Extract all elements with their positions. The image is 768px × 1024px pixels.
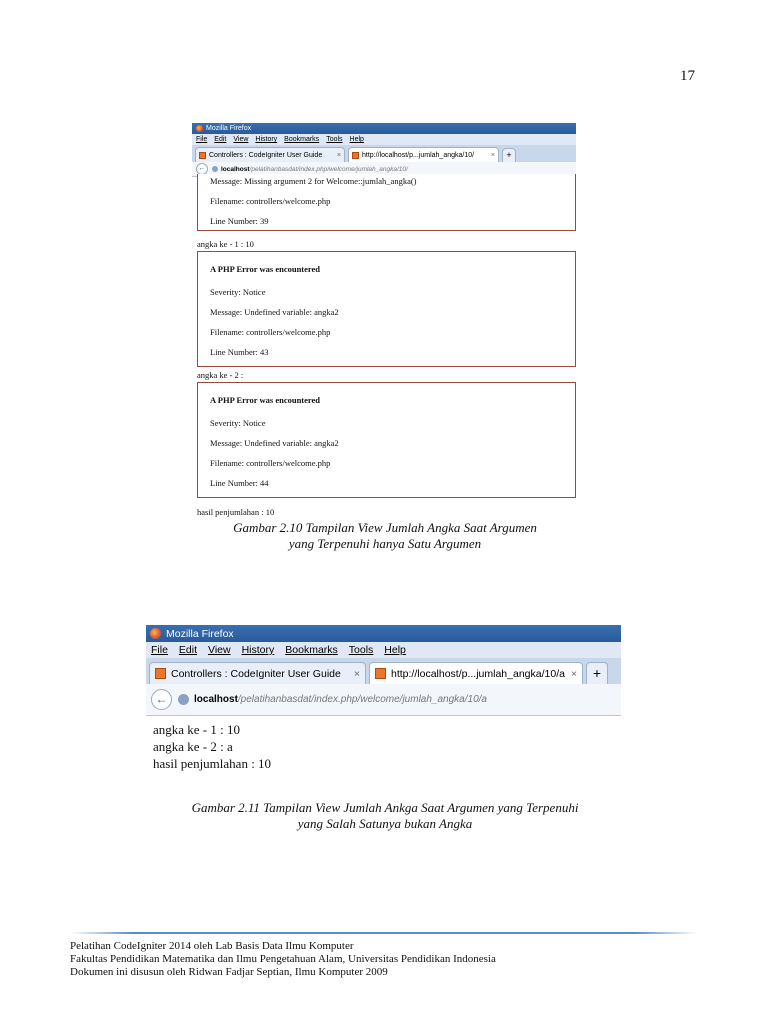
page-footer [70, 940, 496, 979]
error-severity: Severity: Notice [210, 287, 266, 297]
error-message: Message: Undefined variable: angka2 [210, 307, 339, 317]
angka-1-output: angka ke - 1 : 10 [197, 239, 254, 249]
globe-icon [212, 166, 218, 172]
angka-2-output: angka ke - 2 : [197, 370, 244, 380]
menu-bookmarks[interactable]: Bookmarks [285, 644, 338, 656]
footer-divider [70, 932, 698, 934]
menu-bar [192, 134, 576, 145]
php-error-box-2 [197, 251, 576, 367]
close-icon[interactable]: × [336, 151, 341, 159]
tab-label: http://localhost/p...jumlah_angka/10/ [362, 151, 475, 159]
menu-tools[interactable]: Tools [348, 644, 374, 656]
error-heading: A PHP Error was encountered [210, 395, 321, 405]
tab-label: Controllers : CodeIgniter User Guide [209, 151, 323, 159]
error-heading: A PHP Error was encountered [210, 264, 321, 274]
window-title: Mozilla Firefox [206, 125, 252, 132]
menu-file[interactable]: File [151, 644, 168, 656]
window-titlebar [146, 625, 621, 642]
tab-codeigniter-guide[interactable] [195, 147, 345, 162]
error-line-number: Line Number: 39 [210, 216, 269, 226]
page-output [153, 721, 271, 772]
error-line-number: Line Number: 44 [210, 478, 269, 488]
window-titlebar [192, 123, 576, 134]
tab-localhost[interactable] [369, 662, 583, 684]
menu-history[interactable]: History [241, 644, 275, 656]
firefox-logo-icon [196, 125, 203, 132]
tab-bar [192, 145, 576, 162]
navigation-bar [146, 684, 621, 716]
new-tab-button[interactable]: + [586, 662, 608, 684]
error-severity: Severity: Notice [210, 418, 266, 428]
menu-tools[interactable]: Tools [326, 136, 343, 143]
tab-label: http://localhost/p...jumlah_angka/10/a [391, 667, 565, 680]
angka-2-output: angka ke - 2 : a [153, 739, 233, 754]
angka-1-output: angka ke - 1 : 10 [153, 722, 241, 737]
footer-line: Pelatihan CodeIgniter 2014 oleh Lab Basis Data Ilmu Komputer [70, 940, 354, 952]
new-tab-button[interactable]: + [502, 148, 516, 162]
back-arrow-icon[interactable]: ← [151, 689, 172, 710]
error-filename: Filename: controllers/welcome.php [210, 196, 331, 206]
close-icon[interactable]: × [490, 151, 495, 159]
codeigniter-favicon-icon [352, 152, 359, 159]
error-filename: Filename: controllers/welcome.php [210, 458, 331, 468]
figure-caption-2-11: Gambar 2.11 Tampilan View Jumlah Ankga Saat Argumen yang Terpenuhi yang Salah Satunya bukan Angka [191, 800, 579, 831]
footer-line: Fakultas Pendidikan Matematika dan Ilmu Pengetahuan Alam, Universitas Pendidikan Indonesia [70, 953, 496, 965]
close-icon[interactable]: × [570, 667, 577, 680]
window-title: Mozilla Firefox [166, 627, 234, 640]
tab-localhost[interactable] [348, 147, 499, 162]
tab-bar [146, 658, 621, 684]
figure-caption-2-10: Gambar 2.10 Tampilan View Jumlah Angka Saat Argumen yang Terpenuhi hanya Satu Argumen [233, 520, 537, 551]
page-content [192, 177, 576, 487]
codeigniter-favicon-icon [155, 668, 166, 679]
menu-edit[interactable]: Edit [178, 644, 198, 656]
globe-icon [178, 694, 189, 705]
menu-history[interactable]: History [255, 136, 278, 143]
menu-bar [146, 642, 621, 658]
browser-screenshot-1 [192, 123, 576, 517]
menu-file[interactable]: File [196, 136, 208, 143]
close-icon[interactable]: × [353, 667, 360, 680]
menu-bookmarks[interactable]: Bookmarks [284, 136, 320, 143]
menu-view[interactable]: View [233, 136, 249, 143]
error-message: Message: Missing argument 2 for Welcome::jumlah_angka() [210, 176, 417, 186]
hasil-output: hasil penjumlahan : 10 [153, 756, 272, 771]
php-error-box-3 [197, 382, 576, 498]
back-arrow-icon[interactable]: ← [196, 163, 208, 175]
menu-view[interactable]: View [208, 644, 231, 656]
error-message: Message: Undefined variable: angka2 [210, 438, 339, 448]
firefox-logo-icon [150, 628, 161, 639]
tab-codeigniter-guide[interactable] [149, 662, 366, 684]
codeigniter-favicon-icon [199, 152, 206, 159]
page-number: 17 [680, 68, 695, 84]
url-input[interactable]: localhost/pelatihanbasdat/index.php/welcome/jumlah_angka/10/ [221, 165, 408, 173]
menu-help[interactable]: Help [349, 136, 364, 143]
codeigniter-favicon-icon [375, 668, 386, 679]
tab-label: Controllers : CodeIgniter User Guide [171, 667, 341, 680]
error-filename: Filename: controllers/welcome.php [210, 327, 331, 337]
hasil-output: hasil penjumlahan : 10 [197, 507, 275, 517]
error-line-number: Line Number: 43 [210, 347, 269, 357]
menu-edit[interactable]: Edit [214, 136, 227, 143]
footer-line: Dokumen ini disusun oleh Ridwan Fadjar Septian, Ilmu Komputer 2009 [70, 966, 388, 978]
php-error-box-1 [197, 174, 576, 231]
menu-help[interactable]: Help [384, 644, 406, 656]
url-input[interactable]: localhost/pelatihanbasdat/index.php/welcome/jumlah_angka/10/a [194, 694, 487, 705]
browser-screenshot-2 [146, 625, 621, 717]
